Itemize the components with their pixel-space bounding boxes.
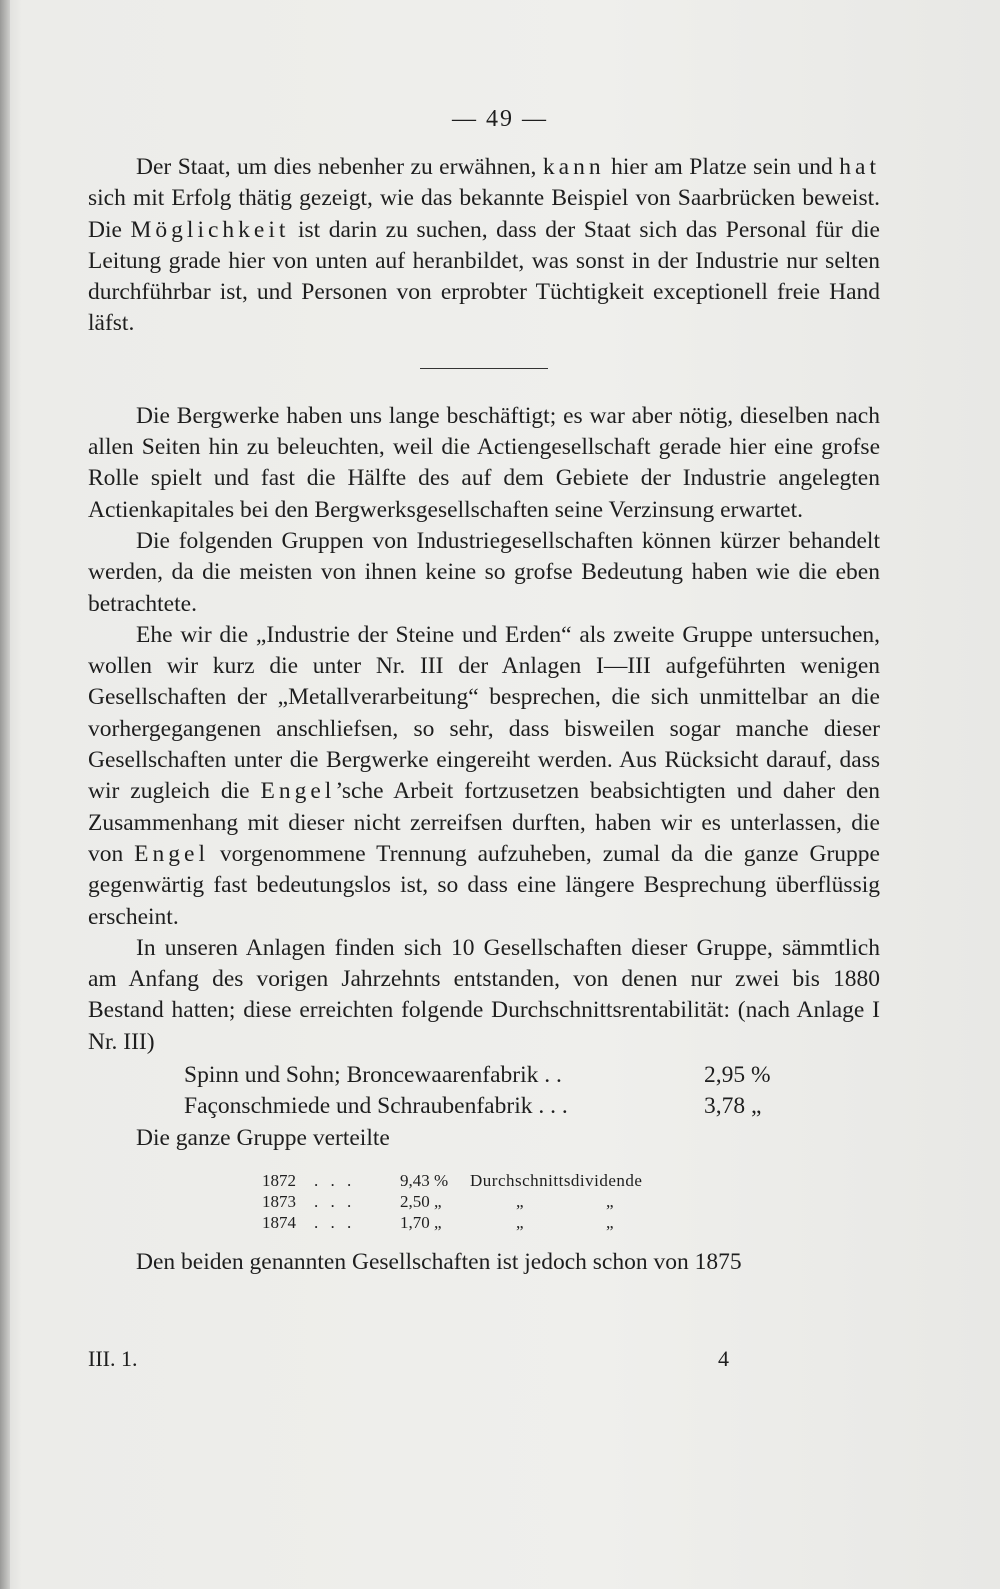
signature-mark: III. 1. bbox=[88, 1346, 138, 1371]
p1-text-a: Der Staat, um dies nebenher zu erwähnen, bbox=[136, 154, 543, 180]
p1-text-e: sich mit Erfolg thätig gezeigt, wie das bekannte Beispiel von Saarbrücken beweist. Die bbox=[88, 185, 880, 243]
p1-emph-hat: hat bbox=[839, 154, 880, 180]
paragraph-1 bbox=[88, 152, 880, 340]
note-cell: Durchschnittsdividende bbox=[470, 1170, 643, 1190]
group-intro: Die ganze Gruppe verteilte bbox=[136, 1124, 390, 1151]
section-divider bbox=[420, 368, 548, 369]
p4-text-c: ’sche Arbeit fortzusetzen beabsichtigten und daher den Zusammenhang mit dieser nicht zerreifsen durften, haben wir es unterlassen, die von bbox=[88, 778, 880, 867]
value-cell: 1,70 „ bbox=[400, 1212, 442, 1232]
p4-emph-engel-2: Engel bbox=[134, 840, 209, 867]
value-cell: 9,43 % bbox=[400, 1170, 449, 1190]
company-value: 3,78 „ bbox=[704, 1093, 762, 1120]
paragraph-4 bbox=[88, 620, 880, 933]
year-cell: 1873 bbox=[262, 1191, 296, 1211]
company-name: Façonschmiede und Schraubenfabrik . . . bbox=[184, 1093, 568, 1120]
p1-text-c: hier am Platze sein und bbox=[604, 154, 840, 180]
paragraph-5: In unseren Anlagen finden sich 10 Gesellschaften dieser Gruppe, sämmtlich am Anfang des vorigen Jahrzehnts entstanden, von denen nur zwei bis 1880 Bestand hatten; diese erreichten folgende Durchschnittsrentabilität: (nach Anlage I Nr. III) bbox=[88, 934, 880, 1055]
dots-cell: . . . bbox=[314, 1170, 356, 1190]
list-item bbox=[184, 1091, 880, 1122]
p4-text-e: vorgenommene Trennung aufzuheben, zumal da die ganze Gruppe gegenwärtig fast bedeutungslos ist, so dass eine längere Besprechung überflüssig erscheint. bbox=[88, 840, 880, 930]
paragraph-2: Die Bergwerke haben uns lange beschäftigt; es war aber nötig, dieselben nach allen Seiten hin zu beleuchten, weil die Actiengesellschaft gerade hier eine grofse Rolle spielt und fast die Hälfte des auf dem Gebiete der Industrie angelegten Actienkapitales bei den Bergwerksgesellschaften seine Verzinsung erwartet. bbox=[88, 402, 880, 523]
year-cell: 1874 bbox=[262, 1212, 296, 1232]
p1-emph-moeglichkeit: Möglichkeit bbox=[130, 216, 290, 243]
table-row bbox=[262, 1212, 880, 1233]
ditto-mark: „ bbox=[606, 1212, 614, 1232]
page-number: — 49 — bbox=[452, 106, 548, 132]
ditto-mark: „ bbox=[516, 1191, 524, 1211]
p1-text-g: ist darin zu suchen, dass der Staat sich das Personal für die Leitung grade hier von unten auf heranbildet, was sonst in der Industrie nur selten durchführbar ist, und Personen von erprobter Tüchtigkeit exceptionell freie Hand läfst. bbox=[88, 216, 880, 337]
ditto-mark: „ bbox=[606, 1191, 614, 1211]
dividend-table bbox=[262, 1170, 880, 1233]
company-list bbox=[184, 1060, 880, 1123]
p4-text-a: Ehe wir die „Industrie der Steine und Erden“ als zweite Gruppe untersuchen, wollen wir kurz die unter Nr. III der Anlagen I—III aufgeführten wenigen Gesellschaften der „Metallverarbeitung“ besprechen, die sich unmittelbar an die vorhergegangenen anschliefsen, so sehr, dass bisweilen sogar manche dieser Gesellschaften unter die Bergwerke eingereiht werden. Aus Rücksicht darauf, dass wir zugleich die bbox=[88, 621, 880, 805]
closing-line: Den beiden genannten Gesellschaften ist jedoch schon von 1875 bbox=[136, 1248, 742, 1275]
binding-gutter bbox=[0, 0, 10, 1589]
sheet-number: 4 bbox=[718, 1346, 729, 1371]
p1-emph-kann: kann bbox=[542, 154, 605, 180]
table-row bbox=[262, 1170, 880, 1191]
dots-cell: . . . bbox=[314, 1212, 356, 1232]
value-cell: 2,50 „ bbox=[400, 1191, 442, 1211]
company-value: 2,95 % bbox=[704, 1062, 771, 1089]
p4-emph-engel: Engel bbox=[260, 778, 336, 805]
table-row bbox=[262, 1191, 880, 1212]
list-item bbox=[184, 1060, 880, 1091]
paragraph-3: Die folgenden Gruppen von Industriegesellschaften können kürzer behandelt werden, da die meisten von ihnen keine so grofse Bedeutung haben wie die eben betrachtete. bbox=[88, 527, 880, 617]
year-cell: 1872 bbox=[262, 1170, 296, 1190]
body-text bbox=[88, 152, 880, 1278]
company-name: Spinn und Sohn; Broncewaarenfabrik . . bbox=[184, 1062, 562, 1089]
ditto-mark: „ bbox=[516, 1212, 524, 1232]
dots-cell: . . . bbox=[314, 1191, 356, 1211]
